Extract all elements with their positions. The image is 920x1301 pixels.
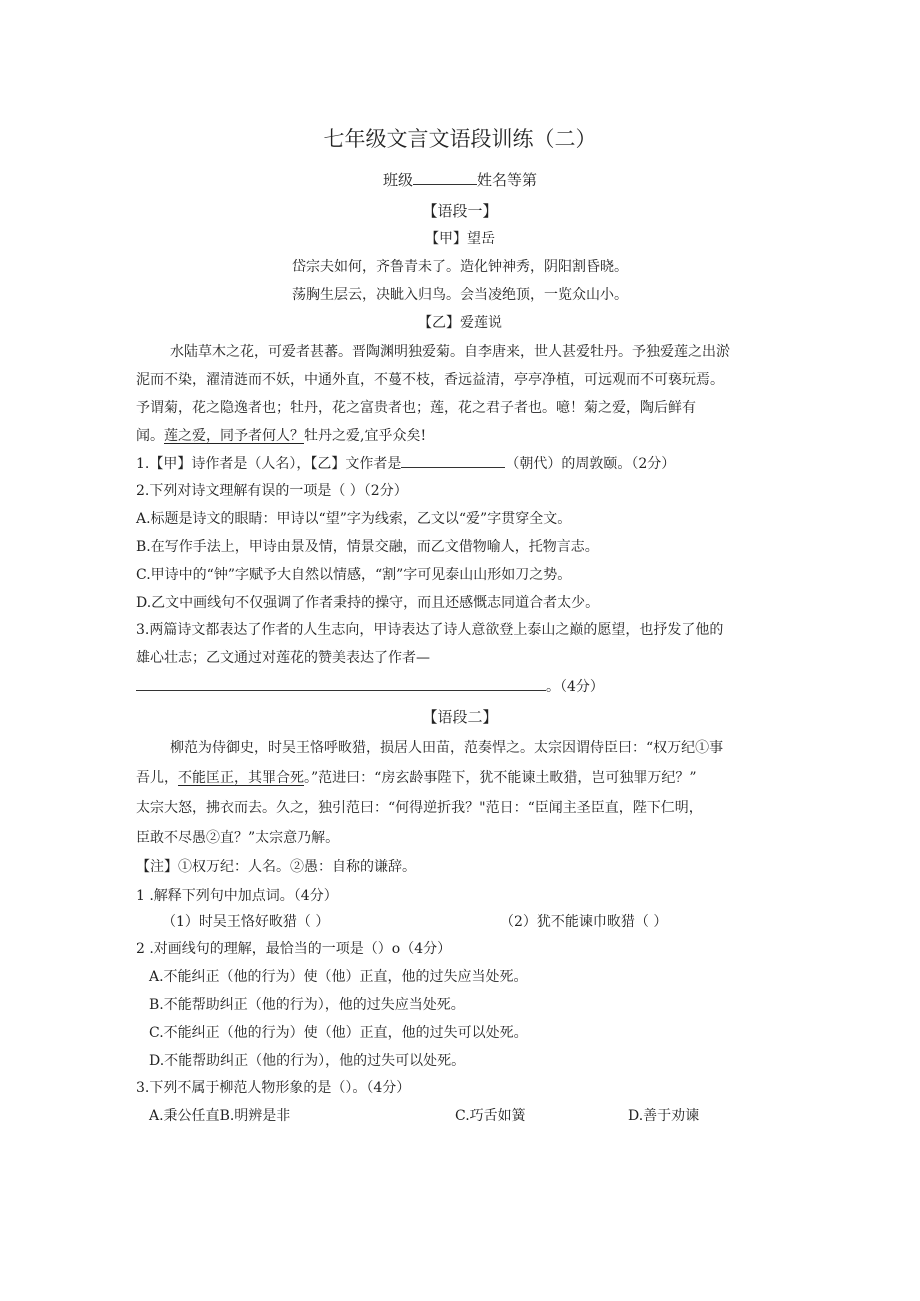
question-text: 1.【甲】诗作者是（人名），【乙】文作者是 [136, 456, 402, 472]
option-a: A.不能纠正（他的行为）使（他）正直，他的过失应当处死。 [149, 969, 528, 985]
note: 【注】①权万纪：人名。②愚：自称的谦辞。 [136, 859, 416, 875]
s2-question-3-stem: 3.下列不属于柳范人物形象的是（）。（4分） [136, 1080, 411, 1096]
answer-blank [136, 676, 546, 691]
option-b: B.明辨是非 [219, 1108, 291, 1124]
answer-blank [401, 453, 505, 468]
option-a-b [149, 1106, 290, 1126]
name-label: 姓名等第 [477, 171, 538, 189]
underlined-sentence: 不能匡正，其罪合死 [178, 770, 304, 786]
option-c: C.巧舌如簧 [455, 1108, 526, 1124]
section2-heading: 【语段二】 [422, 708, 498, 726]
option-d: D.善于劝谏 [628, 1108, 700, 1124]
essay-line: 水陆草木之花，可爱者甚蕃。晋陶渊明独爱菊。自李唐来，世人甚爱牡丹。予独爱莲之出淤 [170, 344, 730, 360]
poem-heading: 【甲】望岳 [425, 231, 495, 247]
option-b: B.不能帮助纠正（他的行为），他的过失应当处死。 [149, 997, 465, 1013]
passage-line: 太宗大怒，拂衣而去。久之，独引范曰：“何得逆折我？"范日：“臣闻主圣臣直，陛下仁明， [136, 800, 703, 816]
section1-heading: 【语段一】 [422, 202, 498, 220]
passage-line: 臣敢不尽愚②直？”太宗意乃解。 [136, 830, 340, 846]
essay-text: 牡丹之爱,宜乎众矣! [304, 428, 427, 444]
passage-line [136, 768, 696, 788]
s2-question-1a: （1）时吴王恪好畋猎（ ） [162, 914, 330, 930]
class-name-line [0, 170, 920, 190]
question-text: （朝代）的周敦颐。（2分） [505, 456, 676, 472]
option-a: A.秉公任直 [149, 1108, 220, 1124]
option-d: D.不能帮助纠正（他的行为），他的过失可以处死。 [149, 1053, 466, 1069]
s2-question-1b: （2）犹不能谏巾畋猎（ ） [500, 914, 668, 930]
poem-line: 岱宗夫如何，齐鲁青未了。造化钟神秀，阴阳割昏晓。 [292, 259, 628, 275]
class-label: 班级 [382, 171, 413, 189]
option-c: C.不能纠正（他的行为）使（他）正直，他的过失可以处死。 [149, 1025, 528, 1041]
s2-question-2-stem: 2 .对画线句的理解，最恰当的一项是（）o（4分） [136, 941, 452, 957]
option-c: C.甲诗中的“钟”字赋予大自然以情感，“割”字可见泰山山形如刀之势。 [136, 567, 572, 583]
passage-line: 柳范为侍御史，时吴王恪呼畋猎，损居人田苗，范奏悍之。太宗因谓侍臣曰：“权万纪①事 [170, 740, 724, 756]
passage-text: 吾儿， [136, 770, 178, 786]
underlined-sentence: 莲之爱，同予者何人？ [164, 428, 304, 444]
poem-line: 荡胸生层云，决眦入归鸟。会当凌绝顶，一览众山小。 [292, 287, 628, 303]
essay-text: 闻。 [136, 428, 164, 444]
question-3-line: 3.两篇诗文都表达了作者的人生志向，甲诗表达了诗人意欲登上泰山之巅的愿望，也抒发了他的 [136, 622, 724, 638]
essay-line-last [136, 426, 426, 446]
essay-line: 予谓菊，花之隐逸者也；牡丹，花之富贵者也；莲，花之君子者也。噫！菊之爱，陶后鲜有 [136, 400, 696, 416]
question-1 [136, 453, 675, 474]
question-3-line: 雄心壮志；乙文通过对莲花的赞美表达了作者— [136, 650, 430, 666]
option-b: B.在写作手法上，甲诗由景及情，情景交融，而乙文借物喻人，托物言志。 [136, 539, 599, 555]
question-text: 。（4分） [546, 679, 604, 695]
essay-heading: 【乙】爱莲说 [418, 315, 502, 331]
s2-question-1-stem: 1 .解释下列句中加点词。（4分） [136, 888, 338, 904]
page-title: 七年级文言文语段训练（二） [323, 127, 597, 151]
essay-line: 泥而不染，濯清涟而不妖，中通外直，不蔓不枝，香远益清，亭亭净植，可远观而不可亵玩焉。 [136, 372, 724, 388]
question-2-stem: 2.下列对诗文理解有误的一项是（ ）（2分） [136, 483, 408, 499]
class-blank [413, 170, 477, 185]
option-d: D.乙文中画线句不仅强调了作者秉持的操守，而且还感慨志同道合者太少。 [136, 595, 600, 611]
passage-text: 。”范进曰：“房玄龄事陛下，犹不能谏土畋猎，岂可独罪万纪？” [304, 770, 697, 786]
question-3-answer-line [136, 676, 604, 697]
option-a: A.标题是诗文的眼睛：甲诗以“望”字为线索，乙文以“爱”字贯穿全文。 [136, 511, 572, 527]
